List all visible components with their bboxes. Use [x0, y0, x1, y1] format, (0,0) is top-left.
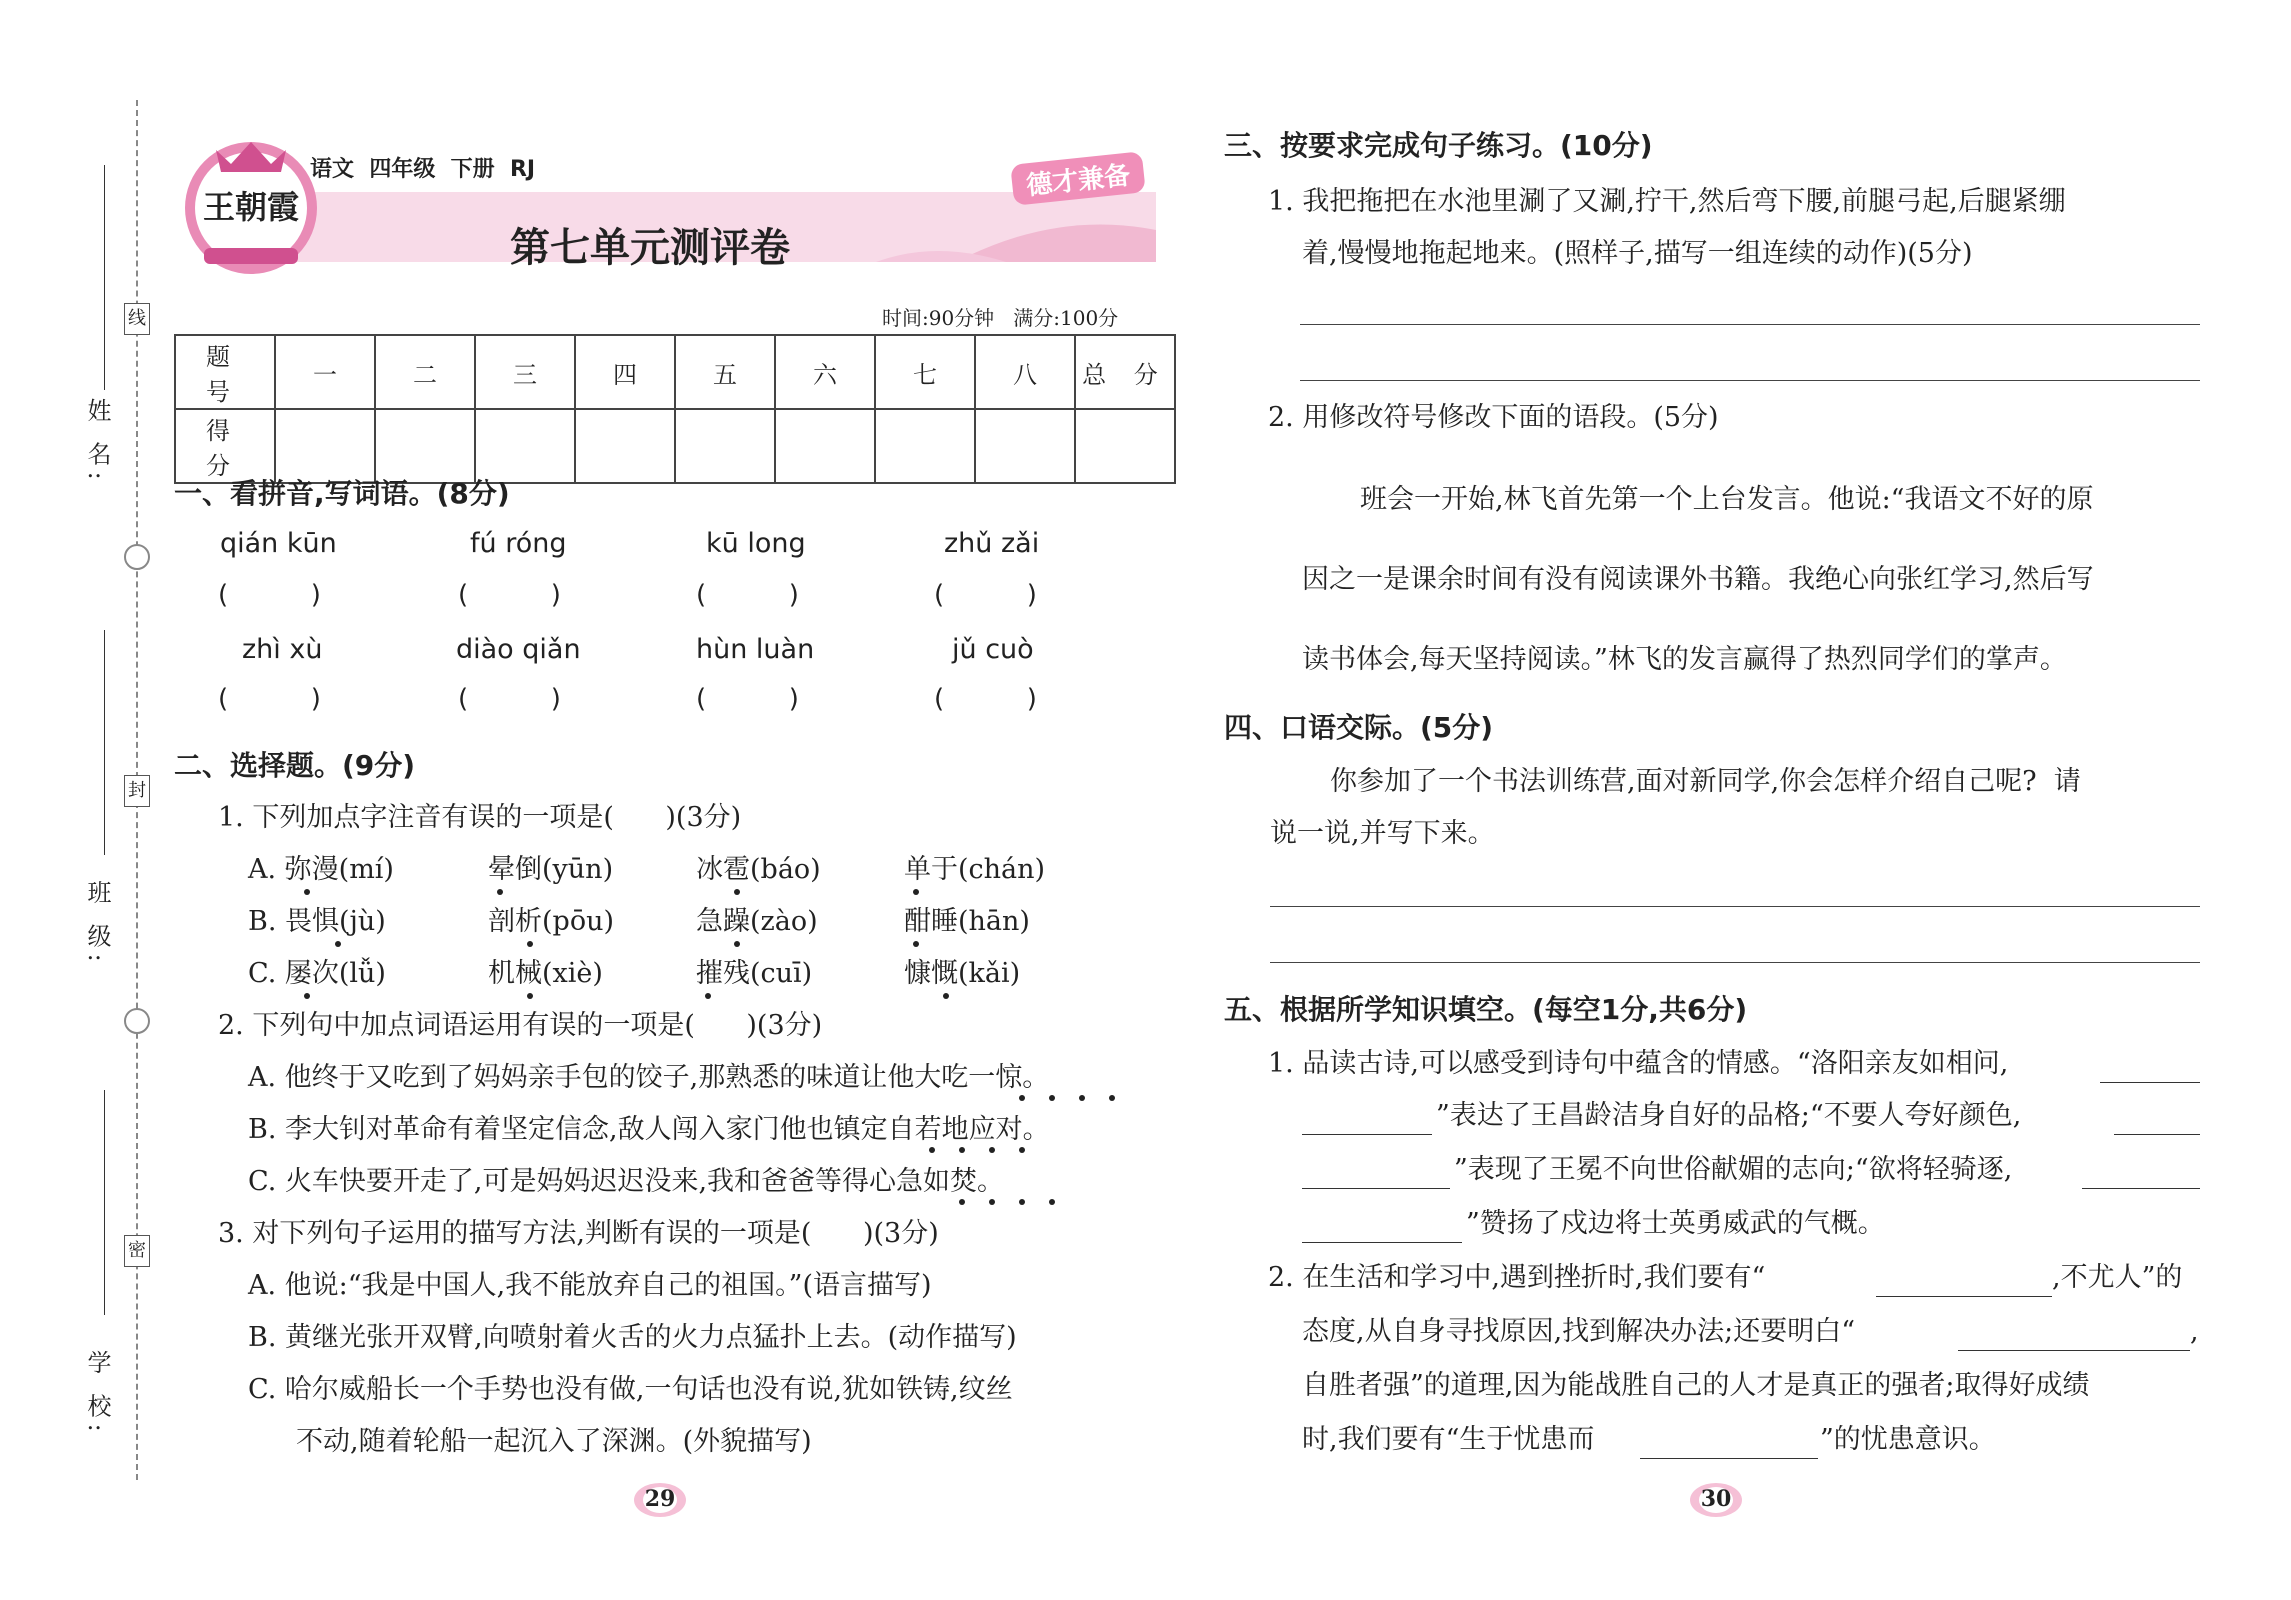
pinyin-3: kū long — [706, 528, 806, 559]
paragraph-line1: 班会一开始,林飞首先第一个上台发言。他说:“我语文不好的原 — [1360, 484, 2094, 515]
section4-line1: 你参加了一个书法训练营,面对新同学,你会怎样介绍自己呢? 请 — [1330, 766, 2081, 797]
motto-badge: 德才兼备 — [1010, 151, 1146, 206]
q2-2-option-c[interactable]: C. 火车快要开走了,可是妈妈迟迟没来,我和爸爸等得心急如焚。 — [248, 1166, 1005, 1197]
q2-2-option-b[interactable]: B. 李大钊对革命有着坚定信念,敌人闯入家门他也镇定自若地应对。 — [248, 1114, 1050, 1145]
pinyin-2: fú róng — [470, 528, 567, 559]
q2-1-option-c1[interactable]: C. 屡次(lǚ) — [248, 958, 386, 989]
answer-blank[interactable]: ( ) — [458, 580, 561, 610]
page-number-text: 29 — [644, 1486, 676, 1512]
q5-1-line3: ”表现了王冕不向世俗献媚的志向;“欲将轻骑逐, — [1454, 1154, 2013, 1185]
q3-1-line2: 着,慢慢地拖起地来。(照样子,描写一组连续的动作)(5分) — [1302, 238, 1973, 269]
q2-2-option-a[interactable]: A. 他终于又吃到了妈妈亲手包的饺子,那熟悉的味道让他大吃一惊。 — [248, 1062, 1050, 1093]
answer-blank[interactable]: ( ) — [696, 684, 799, 714]
fill-blank[interactable] — [1302, 1188, 1450, 1189]
q3-1-line1: 1. 我把拖把在水池里涮了又涮,拧干,然后弯下腰,前腿弓起,后腿紧绷 — [1268, 186, 2066, 217]
q5-1-line1: 1. 品读古诗,可以感受到诗句中蕴含的情感。“洛阳亲友如相问, — [1268, 1048, 2009, 1079]
line-mark-box: 线 — [124, 303, 150, 335]
answer-blank[interactable]: ( ) — [458, 684, 561, 714]
q2-1-option-a1[interactable]: A. 弥漫(mí) — [248, 854, 394, 885]
q5-2-line2b: , — [2190, 1316, 2199, 1347]
pinyin-4: zhǔ zǎi — [944, 528, 1040, 559]
pinyin-7: hùn luàn — [696, 634, 815, 665]
q2-1-option-a2: 晕倒(yūn) — [488, 854, 614, 885]
table-cell: 总 分 — [1075, 335, 1175, 409]
table-cell: 二 — [375, 335, 475, 409]
table-cell: 六 — [775, 335, 875, 409]
q2-1-option-c2: 机械(xiè) — [488, 958, 603, 989]
answer-blank[interactable]: ( ) — [218, 684, 321, 714]
secret-mark-box: 密 — [124, 1235, 150, 1267]
q2-1-option-b3: 急躁(zào) — [696, 906, 818, 937]
q5-2-line1b: ,不尤人”的 — [2052, 1262, 2183, 1293]
q2-3-option-c-line2: 不动,随着轮船一起沉入了深渊。(外貌描写) — [296, 1426, 812, 1457]
class-label: 班 级: — [83, 880, 111, 968]
q2-1-option-b2: 剖析(pōu) — [488, 906, 614, 937]
section1-heading: 一、看拼音,写词语。(8分) — [174, 477, 510, 510]
answer-line[interactable] — [1270, 906, 2200, 907]
q5-1-line2: ”表达了王昌龄洁身自好的品格;“不要人夸好颜色, — [1436, 1100, 2022, 1131]
section2-heading: 二、选择题。(9分) — [174, 749, 416, 782]
answer-blank[interactable]: ( ) — [218, 580, 321, 610]
q2-1-option-b1[interactable]: B. 畏惧(jù) — [248, 906, 386, 937]
page-number-left — [634, 1482, 686, 1518]
section4-line2: 说一说,并写下来。 — [1270, 818, 1495, 849]
subject-line: 语文 四年级 下册 RJ — [310, 157, 536, 182]
table-cell: 四 — [575, 335, 675, 409]
q2-1: 1. 下列加点字注音有误的一项是( )(3分) — [218, 802, 742, 833]
table-cell: 一 — [275, 335, 375, 409]
pinyin-5: zhì xù — [242, 634, 323, 665]
answer-line[interactable] — [1300, 324, 2200, 325]
fill-blank[interactable] — [1958, 1350, 2190, 1351]
fill-blank[interactable] — [1876, 1296, 2052, 1297]
name-label: 姓 名: — [83, 398, 111, 486]
page-number-text: 30 — [1700, 1486, 1732, 1512]
q2-1-option-b4: 酣睡(hān) — [904, 906, 1030, 937]
q2-3-option-b[interactable]: B. 黄继光张开双臂,向喷射着火舌的火力点猛扑上去。(动作描写) — [248, 1322, 1017, 1353]
table-cell: 题 号 — [175, 335, 275, 409]
pinyin-1: qián kūn — [220, 528, 337, 559]
answer-line[interactable] — [1270, 962, 2200, 963]
section4-heading: 四、口语交际。(5分) — [1224, 711, 1494, 744]
table-cell: 五 — [675, 335, 775, 409]
section3-heading: 三、按要求完成句子练习。(10分) — [1224, 129, 1653, 162]
q5-2-line1a: 2. 在生活和学习中,遇到挫折时,我们要有“ — [1268, 1262, 1766, 1293]
q3-2: 2. 用修改符号修改下面的语段。(5分) — [1268, 402, 1719, 433]
paragraph-line3: 读书体会,每天坚持阅读。”林飞的发言赢得了热烈同学们的掌声。 — [1302, 644, 2067, 675]
table-cell: 七 — [875, 335, 975, 409]
q2-3-option-c-line1[interactable]: C. 哈尔威船长一个手势也没有做,一句话也没有说,犹如铁铸,纹丝 — [248, 1374, 1013, 1405]
table-cell: 得 分 — [175, 409, 275, 483]
school-label: 学 校: — [83, 1350, 111, 1438]
q5-2-line4a: 时,我们要有“生于忧患而 — [1302, 1424, 1595, 1455]
table-cell: 八 — [975, 335, 1075, 409]
table-cell: 三 — [475, 335, 575, 409]
time-info: 时间:90分钟 满分:100分 — [882, 306, 1119, 330]
q5-2-line4b: ”的忧患意识。 — [1820, 1424, 1996, 1455]
fill-blank[interactable] — [2114, 1134, 2200, 1135]
brand-name: 王朝霞 — [202, 188, 299, 226]
page-title: 第七单元测评卷 — [510, 225, 790, 271]
fill-blank[interactable] — [2082, 1188, 2200, 1189]
q5-2-line2a: 态度,从自身寻找原因,找到解决办法;还要明白“ — [1302, 1316, 1856, 1347]
paragraph-line2: 因之一是课余时间有没有阅读课外书籍。我绝心向张红学习,然后写 — [1302, 564, 2094, 595]
seal-mark-box: 封 — [124, 775, 150, 807]
q5-2-line3: 自胜者强”的道理,因为能战胜自己的人才是真正的强者;取得好成绩 — [1302, 1370, 2090, 1401]
answer-blank[interactable]: ( ) — [696, 580, 799, 610]
answer-blank[interactable]: ( ) — [934, 684, 1037, 714]
q2-1-option-c4: 慷慨(kǎi) — [904, 958, 1021, 989]
pinyin-8: jǔ cuò — [952, 634, 1034, 665]
fill-blank[interactable] — [2100, 1082, 2200, 1083]
answer-line[interactable] — [1300, 380, 2200, 381]
fill-blank[interactable] — [1302, 1134, 1432, 1135]
q2-1-option-a3: 冰雹(báo) — [696, 854, 821, 885]
page-number-right — [1690, 1482, 1742, 1518]
q2-1-option-c3: 摧残(cuī) — [696, 958, 813, 989]
q2-1-option-a4: 单于(chán) — [904, 854, 1046, 885]
fill-blank[interactable] — [1302, 1242, 1462, 1243]
q2-2: 2. 下列句中加点词语运用有误的一项是( )(3分) — [218, 1010, 823, 1041]
answer-blank[interactable]: ( ) — [934, 580, 1037, 610]
fill-blank[interactable] — [1640, 1458, 1818, 1459]
q5-1-line4: ”赞扬了戍边将士英勇威武的气概。 — [1466, 1208, 1885, 1239]
q2-3: 3. 对下列句子运用的描写方法,判断有误的一项是( )(3分) — [218, 1218, 939, 1249]
pinyin-6: diào qiǎn — [456, 634, 581, 665]
q2-3-option-a[interactable]: A. 他说:“我是中国人,我不能放弃自己的祖国。”(语言描写) — [248, 1270, 932, 1301]
section5-heading: 五、根据所学知识填空。(每空1分,共6分) — [1224, 993, 1748, 1026]
